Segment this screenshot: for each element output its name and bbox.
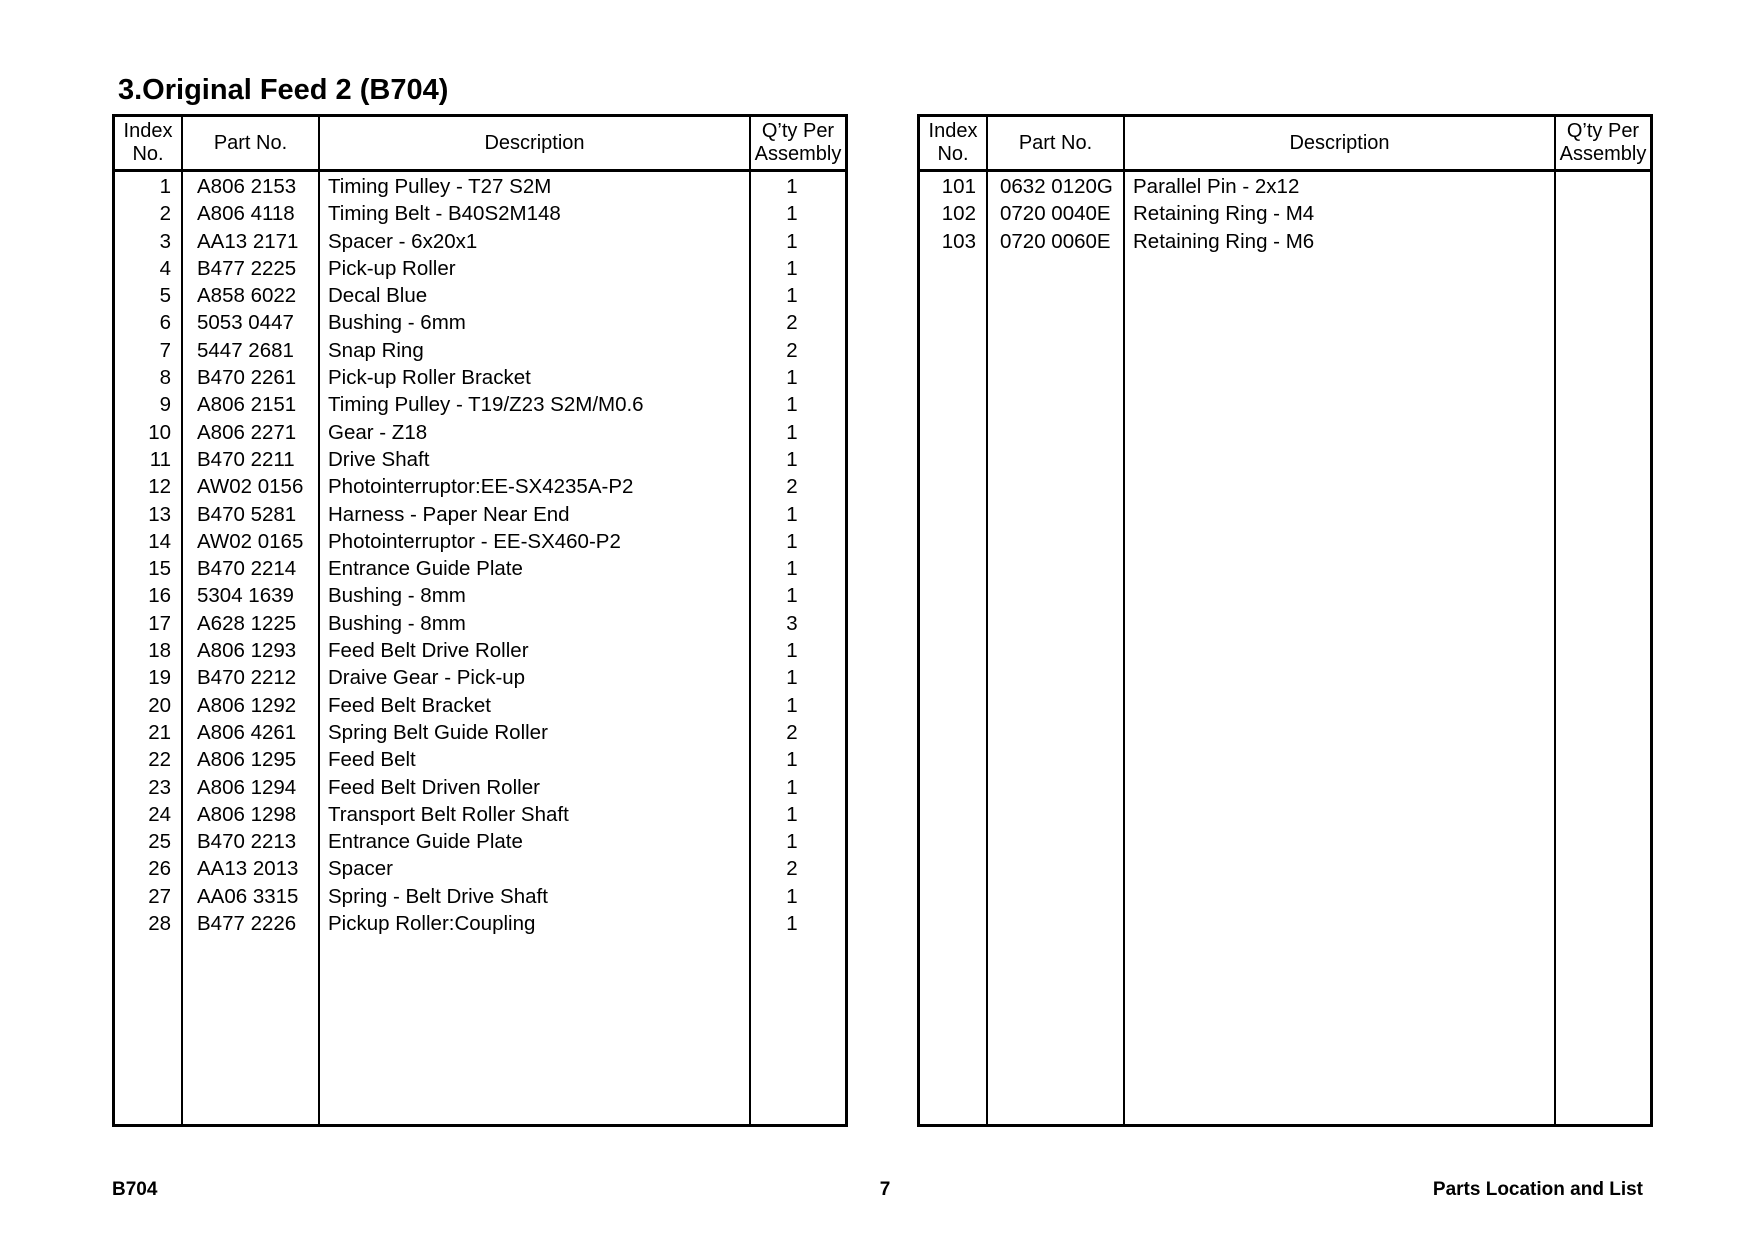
cell-description: Spacer xyxy=(328,857,393,881)
cell-qty: 3 xyxy=(786,611,798,635)
table-row xyxy=(115,610,845,637)
table-row xyxy=(115,555,845,582)
parts-table-right xyxy=(917,114,1653,1127)
cell-qty: 1 xyxy=(786,775,798,799)
cell-index: 101 xyxy=(941,175,976,198)
table-row xyxy=(115,910,845,937)
table-row xyxy=(115,828,845,855)
footer-section: Parts Location and List xyxy=(1432,1179,1643,1200)
cell-qty: 1 xyxy=(786,693,798,717)
cell-qty: 1 xyxy=(786,256,798,280)
cell-description: Photointerruptor - EE-SX460-P2 xyxy=(328,529,621,553)
cell-qty: 1 xyxy=(786,584,798,608)
header-qty xyxy=(1556,117,1650,169)
cell-part-no: B470 2214 xyxy=(197,557,297,581)
footer-model: B704 xyxy=(112,1179,158,1200)
cell-part-no: A806 2271 xyxy=(197,420,297,444)
cell-index: 4 xyxy=(159,256,171,280)
cell-part-no: A628 1225 xyxy=(197,611,297,635)
cell-qty: 1 xyxy=(786,202,798,226)
table-row xyxy=(115,255,845,282)
table-row xyxy=(920,228,1650,255)
table-row xyxy=(115,719,845,746)
cell-index: 8 xyxy=(159,366,171,390)
table-row xyxy=(115,364,845,391)
cell-description: Transport Belt Roller Shaft xyxy=(328,802,569,826)
table-row xyxy=(115,692,845,719)
cell-description: Entrance Guide Plate xyxy=(328,557,523,581)
table-row xyxy=(115,637,845,664)
cell-qty: 1 xyxy=(786,366,798,390)
header-description: Description xyxy=(1289,131,1390,154)
table-row xyxy=(115,855,845,882)
cell-description: Bushing - 8mm xyxy=(328,611,466,635)
header-qty xyxy=(751,117,845,169)
cell-qty: 1 xyxy=(786,666,798,690)
cell-qty: 1 xyxy=(786,557,798,581)
cell-part-no: A806 4261 xyxy=(197,720,297,744)
cell-description: Entrance Guide Plate xyxy=(328,830,523,854)
cell-index: 10 xyxy=(148,420,171,444)
cell-index: 3 xyxy=(159,229,171,253)
cell-qty: 2 xyxy=(786,475,798,499)
cell-part-no: A806 2153 xyxy=(197,175,297,198)
cell-part-no: B470 2211 xyxy=(197,447,295,471)
header-qty-line2: Assembly xyxy=(1559,143,1647,165)
cell-part-no: 0720 0060E xyxy=(1000,229,1111,253)
header-index-line1: Index xyxy=(928,120,978,142)
cell-description: Spring Belt Guide Roller xyxy=(328,720,548,744)
cell-description: Photointerruptor:EE-SX4235A-P2 xyxy=(328,475,634,499)
table-row xyxy=(115,173,845,200)
cell-index: 1 xyxy=(159,175,171,198)
cell-description: Feed Belt Drive Roller xyxy=(328,639,529,663)
cell-index: 6 xyxy=(159,311,171,335)
header-part-no: Part No. xyxy=(213,131,288,154)
cell-index: 25 xyxy=(148,830,171,854)
cell-qty: 1 xyxy=(786,529,798,553)
cell-qty: 1 xyxy=(786,830,798,854)
cell-part-no: AW02 0156 xyxy=(197,475,304,499)
cell-part-no: AA13 2171 xyxy=(197,229,299,253)
cell-description: Feed Belt Bracket xyxy=(328,693,491,717)
cell-qty: 1 xyxy=(786,884,798,908)
table-row xyxy=(115,446,845,473)
cell-qty: 1 xyxy=(786,639,798,663)
cell-index: 20 xyxy=(148,693,171,717)
table-row xyxy=(115,746,845,773)
cell-qty: 2 xyxy=(786,720,798,744)
cell-description: Feed Belt Driven Roller xyxy=(328,775,540,799)
header-qty-line1: Q’ty Per xyxy=(1566,120,1640,142)
cell-description: Feed Belt xyxy=(328,748,416,772)
cell-qty: 1 xyxy=(786,802,798,826)
cell-description: Timing Belt - B40S2M148 xyxy=(328,202,561,226)
header-qty-line2: Assembly xyxy=(754,143,842,165)
table-row xyxy=(115,391,845,418)
cell-part-no: B470 2261 xyxy=(197,366,297,390)
table-row xyxy=(115,501,845,528)
cell-description: Bushing - 8mm xyxy=(328,584,466,608)
header-divider xyxy=(920,169,1650,172)
cell-part-no: 5304 1639 xyxy=(197,584,294,608)
table-row xyxy=(115,200,845,227)
cell-part-no: AA13 2013 xyxy=(197,857,299,881)
cell-description: Pick-up Roller xyxy=(328,256,456,280)
cell-description: Gear - Z18 xyxy=(328,420,428,444)
table-row xyxy=(920,200,1650,227)
cell-part-no: A806 1293 xyxy=(197,639,297,663)
cell-description: Pick-up Roller Bracket xyxy=(328,366,531,390)
header-index xyxy=(920,117,986,169)
header-qty-line1: Q’ty Per xyxy=(761,120,835,142)
cell-part-no: B477 2225 xyxy=(197,256,297,280)
cell-part-no: A806 1292 xyxy=(197,693,297,717)
cell-description: Bushing - 6mm xyxy=(328,311,466,335)
table-row xyxy=(115,528,845,555)
cell-part-no: 5053 0447 xyxy=(197,311,294,335)
cell-part-no: A806 1295 xyxy=(197,748,297,772)
header-description: Description xyxy=(484,131,585,154)
cell-index: 19 xyxy=(148,666,171,690)
cell-index: 27 xyxy=(148,884,171,908)
cell-qty: 1 xyxy=(786,393,798,417)
cell-part-no: 0720 0040E xyxy=(1000,202,1111,226)
cell-part-no: B470 2212 xyxy=(197,666,297,690)
cell-index: 102 xyxy=(941,202,976,226)
cell-index: 9 xyxy=(159,393,171,417)
page-title: 3.Original Feed 2 (B704) xyxy=(118,74,449,106)
column-divider xyxy=(986,117,988,1124)
cell-qty: 2 xyxy=(786,311,798,335)
cell-qty: 2 xyxy=(786,338,798,362)
cell-qty: 1 xyxy=(786,284,798,308)
cell-qty: 1 xyxy=(786,912,798,936)
cell-description: Retaining Ring - M6 xyxy=(1133,229,1315,253)
cell-qty: 1 xyxy=(786,502,798,526)
cell-part-no: A806 2151 xyxy=(197,393,297,417)
column-divider xyxy=(1554,117,1556,1124)
cell-index: 11 xyxy=(149,447,171,471)
cell-description: Spacer - 6x20x1 xyxy=(328,229,478,253)
cell-qty: 1 xyxy=(786,748,798,772)
cell-part-no: AA06 3315 xyxy=(197,884,299,908)
cell-description: Draive Gear - Pick-up xyxy=(328,666,526,690)
cell-description: Retaining Ring - M4 xyxy=(1133,202,1315,226)
cell-description: Pickup Roller:Coupling xyxy=(328,912,536,936)
table-body-right xyxy=(920,173,1650,255)
header-index-line2: No. xyxy=(132,143,164,165)
cell-index: 12 xyxy=(148,475,171,499)
cell-index: 7 xyxy=(159,338,171,362)
header-index-line1: Index xyxy=(123,120,173,142)
cell-index: 13 xyxy=(148,502,171,526)
table-row xyxy=(115,282,845,309)
cell-index: 14 xyxy=(148,529,171,553)
cell-index: 23 xyxy=(148,775,171,799)
cell-index: 18 xyxy=(148,639,171,663)
table-row xyxy=(920,173,1650,200)
cell-index: 26 xyxy=(148,857,171,881)
cell-index: 5 xyxy=(159,284,171,308)
cell-index: 15 xyxy=(148,557,171,581)
cell-index: 103 xyxy=(941,229,976,253)
footer-page-number: 7 xyxy=(879,1179,891,1200)
header-part-no: Part No. xyxy=(1018,131,1093,154)
cell-part-no: B470 2213 xyxy=(197,830,297,854)
cell-part-no: B470 5281 xyxy=(197,502,297,526)
cell-description: Decal Blue xyxy=(328,284,428,308)
table-row xyxy=(115,774,845,801)
table-row xyxy=(115,801,845,828)
parts-table-left xyxy=(112,114,848,1127)
cell-part-no: A806 1298 xyxy=(197,802,297,826)
cell-part-no: B477 2226 xyxy=(197,912,297,936)
cell-qty: 1 xyxy=(786,175,798,198)
cell-index: 2 xyxy=(159,202,171,226)
cell-part-no: 0632 0120G xyxy=(1000,175,1113,198)
cell-qty: 2 xyxy=(786,857,798,881)
header-divider xyxy=(115,169,845,172)
cell-index: 21 xyxy=(148,720,171,744)
cell-part-no: A858 6022 xyxy=(197,284,297,308)
cell-description: Drive Shaft xyxy=(328,447,430,471)
cell-qty: 1 xyxy=(786,447,798,471)
cell-description: Snap Ring xyxy=(328,338,424,362)
cell-index: 22 xyxy=(148,748,171,772)
table-row xyxy=(115,473,845,500)
cell-description: Parallel Pin - 2x12 xyxy=(1133,175,1300,198)
table-row xyxy=(115,228,845,255)
table-body-left xyxy=(115,173,845,937)
table-row xyxy=(115,309,845,336)
table-row xyxy=(115,582,845,609)
header-index-line2: No. xyxy=(937,143,969,165)
cell-qty: 1 xyxy=(786,229,798,253)
column-divider xyxy=(1123,117,1125,1124)
table-row xyxy=(115,337,845,364)
cell-description: Spring - Belt Drive Shaft xyxy=(328,884,548,908)
cell-part-no: AW02 0165 xyxy=(197,529,304,553)
cell-index: 17 xyxy=(148,611,171,635)
cell-index: 24 xyxy=(148,802,171,826)
cell-qty: 1 xyxy=(786,420,798,444)
cell-description: Timing Pulley - T27 S2M xyxy=(328,175,552,198)
cell-description: Harness - Paper Near End xyxy=(328,502,570,526)
table-row xyxy=(115,883,845,910)
cell-part-no: A806 1294 xyxy=(197,775,297,799)
cell-part-no: A806 4118 xyxy=(197,202,295,226)
cell-index: 28 xyxy=(148,912,171,936)
table-row xyxy=(115,419,845,446)
cell-part-no: 5447 2681 xyxy=(197,338,294,362)
table-row xyxy=(115,664,845,691)
cell-description: Timing Pulley - T19/Z23 S2M/M0.6 xyxy=(328,393,644,417)
cell-index: 16 xyxy=(148,584,171,608)
header-index xyxy=(115,117,181,169)
